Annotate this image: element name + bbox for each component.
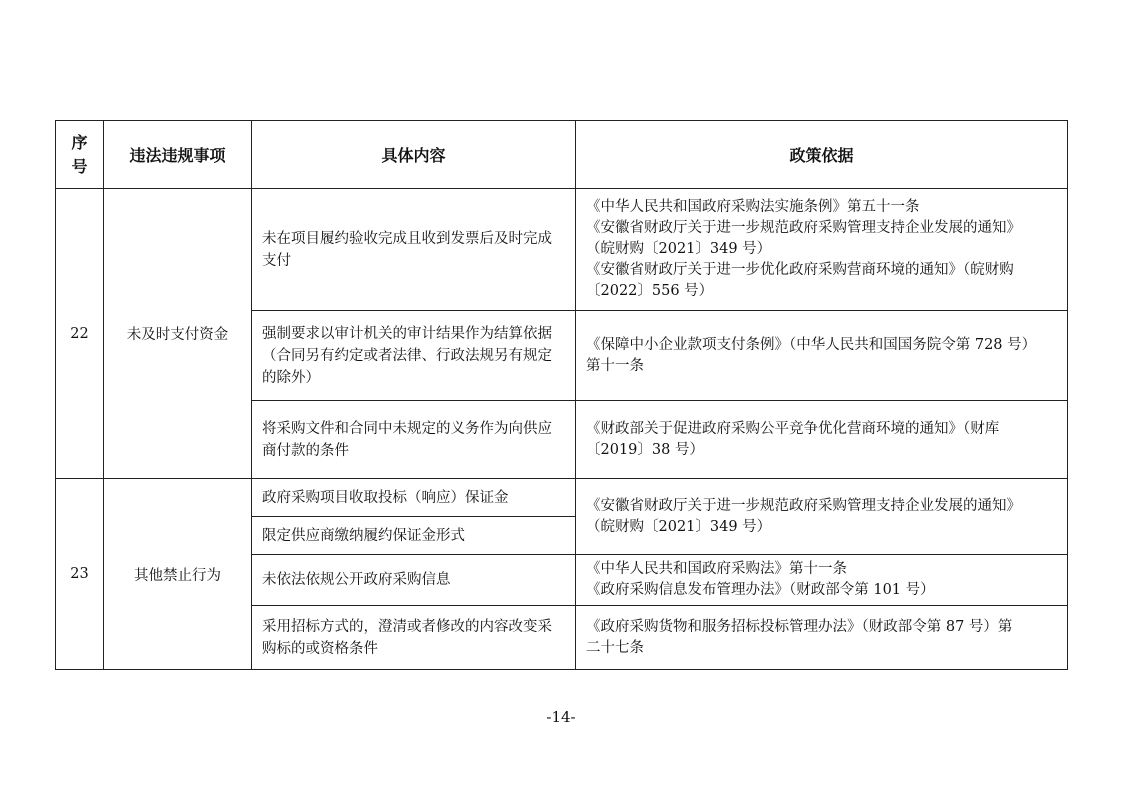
header-seq-line2: 号 xyxy=(71,156,88,176)
header-seq xyxy=(56,121,104,189)
content-cell: 限定供应商缴纳履约保证金形式 xyxy=(252,517,576,555)
basis-line: 《政府采购信息发布管理办法》（财政部令第 101 号） xyxy=(586,582,935,598)
basis-cell xyxy=(576,189,1068,311)
basis-cell xyxy=(576,401,1068,479)
basis-line: 〔2019〕38 号） xyxy=(586,441,704,458)
table-row xyxy=(56,479,1068,517)
basis-line: 《政府采购货物和服务招标投标管理办法》（财政部令第 87 号）第 xyxy=(586,618,1013,635)
item-cell: 其他禁止行为 xyxy=(104,479,252,670)
header-basis: 政策依据 xyxy=(576,121,1068,189)
basis-line: （皖财购〔2021〕349 号） xyxy=(586,518,772,535)
page-number: -14- xyxy=(546,708,576,726)
content-cell: 将采购文件和合同中未规定的义务作为向供应商付款的条件 xyxy=(252,401,576,479)
item-cell: 未及时支付资金 xyxy=(104,189,252,479)
basis-line: 《中华人民共和国政府采购法实施条例》第五十一条 xyxy=(586,199,920,215)
basis-cell xyxy=(576,479,1068,555)
header-content: 具体内容 xyxy=(252,121,576,189)
basis-line: （皖财购〔2021〕349 号） xyxy=(586,241,772,257)
basis-line: 《中华人民共和国政府采购法》第十一条 xyxy=(586,561,847,577)
table-row xyxy=(56,189,1068,311)
content-cell: 政府采购项目收取投标（响应）保证金 xyxy=(252,479,576,517)
basis-line: 第十一条 xyxy=(586,357,644,374)
basis-cell xyxy=(576,311,1068,401)
basis-cell xyxy=(576,555,1068,606)
basis-line: 《安徽省财政厅关于进一步规范政府采购管理支持企业发展的通知》 xyxy=(586,497,1021,514)
basis-line: 《安徽省财政厅关于进一步优化政府采购营商环境的通知》（皖财购 xyxy=(586,262,1014,278)
content-cell: 强制要求以审计机关的审计结果作为结算依据（合同另有约定或者法律、行政法规另有规定的除外） xyxy=(252,311,576,401)
header-item: 违法违规事项 xyxy=(104,121,252,189)
seq-cell: 23 xyxy=(56,479,104,670)
header-seq-line1: 序 xyxy=(71,132,88,152)
basis-line: 《安徽省财政厅关于进一步规范政府采购管理支持企业发展的通知》 xyxy=(586,220,1021,236)
basis-line: 《财政部关于促进政府采购公平竞争优化营商环境的通知》（财库 xyxy=(586,420,1000,437)
basis-line: 二十七条 xyxy=(586,639,644,656)
content-cell: 未依法依规公开政府采购信息 xyxy=(252,555,576,606)
seq-cell: 22 xyxy=(56,189,104,479)
table-header-row xyxy=(56,121,1068,189)
content-cell: 未在项目履约验收完成且收到发票后及时完成支付 xyxy=(252,189,576,311)
basis-cell xyxy=(576,606,1068,670)
content-cell: 采用招标方式的，澄清或者修改的内容改变采购标的或资格条件 xyxy=(252,606,576,670)
violations-table xyxy=(55,120,1068,670)
basis-line: 《保障中小企业款项支付条例》（中华人民共和国国务院令第 728 号） xyxy=(586,336,1037,353)
basis-line: 〔2022〕556 号） xyxy=(586,283,714,299)
